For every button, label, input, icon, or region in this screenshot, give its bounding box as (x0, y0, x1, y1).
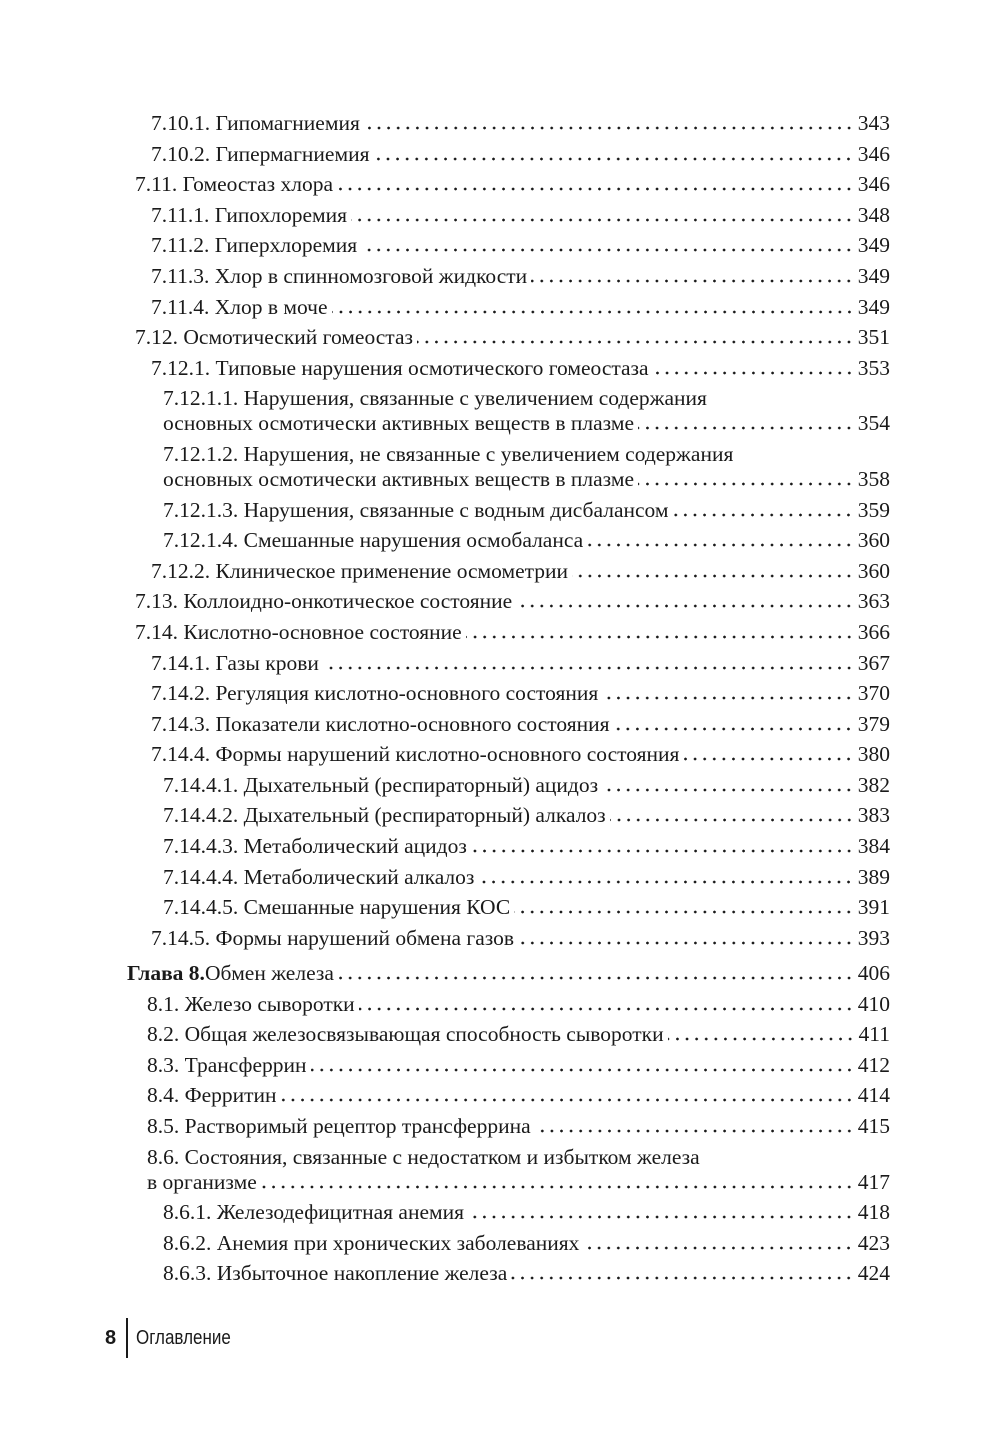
footer-divider (126, 1318, 128, 1358)
dot-leader (359, 1007, 854, 1011)
toc-page-number: 391 (857, 895, 890, 920)
toc-page-number: 366 (857, 619, 890, 644)
toc-entry-line (135, 586, 1000, 617)
toc-entry-title: 7.12.1.4. Смешанные нарушения осмобаланса (163, 528, 584, 553)
dot-leader (417, 340, 854, 344)
toc-entry-title: 7.12.1.3. Нарушения, связанные с водным дисбалансом (163, 497, 669, 522)
toc-page-number: 358 (857, 466, 890, 491)
toc-page-number: 349 (857, 294, 890, 319)
toc-page-number: 360 (857, 558, 890, 583)
chapter-label: Глава 8. (127, 960, 205, 985)
toc-entry[interactable] (0, 989, 1000, 1020)
toc-entry-line (163, 862, 1000, 893)
toc-entry[interactable] (0, 800, 1000, 831)
toc-entry-line (163, 408, 1000, 439)
toc-entry-title: 7.11.1. Гипохлоремия (151, 202, 348, 227)
toc-chapter-entry[interactable] (0, 958, 1000, 989)
toc-entry-line (151, 230, 1000, 261)
toc-entry[interactable] (0, 556, 1000, 587)
toc-entry-line (151, 678, 1000, 709)
page-footer (105, 1318, 248, 1358)
toc-entry[interactable] (0, 648, 1000, 679)
toc-entry-title: 7.11.3. Хлор в спинномозговой жидкости (151, 263, 528, 288)
dot-leader (468, 1215, 854, 1219)
toc-entry-title: 7.14.1. Газы крови (151, 650, 319, 675)
toc-entry-title: 7.12.1.2. Нарушения, не связанные с увеличением содержания (163, 441, 734, 466)
toc-entry[interactable] (0, 586, 1000, 617)
toc-page-number: 351 (857, 325, 890, 350)
dot-leader (638, 482, 854, 486)
toc-entry[interactable] (0, 709, 1000, 740)
dot-leader (535, 1129, 854, 1133)
toc-entry-title: Обмен железа (204, 960, 334, 985)
dot-leader (361, 248, 854, 252)
toc-page-number: 393 (857, 925, 890, 950)
toc-entry-line (147, 1019, 1000, 1050)
toc-entry-line (163, 1228, 1000, 1259)
dot-leader (668, 1037, 855, 1041)
toc-entry-title: 8.4. Ферритин (147, 1083, 277, 1108)
toc-entry-title: 7.10.1. Гипомагниемия (151, 111, 360, 135)
toc-entry[interactable] (0, 1228, 1000, 1259)
toc-entry[interactable] (0, 230, 1000, 261)
dot-leader (478, 880, 853, 884)
toc-entry-title: 7.14.3. Показатели кислотно-основного состояния (151, 711, 610, 736)
toc-page-number: 417 (857, 1169, 890, 1194)
toc-page-number: 370 (857, 681, 890, 706)
toc-entry[interactable] (0, 1050, 1000, 1081)
toc-entry-title: 7.11.4. Хлор в моче (151, 294, 328, 319)
toc-entry-title: в организме (147, 1169, 257, 1194)
toc-entry-line (147, 1142, 1000, 1167)
toc-entry-line (127, 958, 1000, 989)
toc-entry[interactable] (0, 525, 1000, 556)
toc-entry-title: 7.10.2. Гипермагниемия (151, 141, 370, 166)
toc-entry[interactable] (0, 739, 1000, 770)
toc-entry-title: 7.14.4.4. Метаболический алкалоз (163, 864, 475, 889)
toc-entry[interactable] (0, 495, 1000, 526)
toc-entry-title: 7.12.2. Клиническое применение осмометрии (151, 558, 569, 583)
toc-entry-line (163, 439, 1000, 464)
toc-entry-title: основных осмотически активных веществ в плазме (163, 466, 635, 491)
dot-leader (351, 218, 854, 222)
dot-leader (471, 849, 854, 853)
dot-leader (531, 279, 854, 283)
dot-leader (653, 371, 854, 375)
toc-entry[interactable] (0, 439, 1000, 495)
toc-page-number: 343 (857, 111, 890, 135)
toc-entry-line (163, 495, 1000, 526)
toc-entry[interactable] (0, 678, 1000, 709)
table-of-contents (0, 108, 1000, 1289)
toc-entry[interactable] (0, 200, 1000, 231)
toc-entry-title: 7.14. Кислотно-основное состояние (135, 619, 462, 644)
toc-entry-line (163, 770, 1000, 801)
page-number: 8 (105, 1326, 117, 1349)
dot-leader (683, 757, 853, 761)
toc-page-number: 367 (857, 650, 890, 675)
toc-entry[interactable] (0, 1142, 1000, 1198)
toc-entry-line (151, 353, 1000, 384)
toc-page-number: 354 (857, 411, 890, 436)
toc-entry-line (163, 831, 1000, 862)
dot-leader (518, 941, 854, 945)
toc-entry-title: 8.6.3. Избыточное накопление железа (163, 1261, 508, 1286)
toc-entry-title: основных осмотически активных веществ в плазме (163, 411, 635, 436)
toc-entry-line (135, 617, 1000, 648)
toc-page-number: 389 (857, 864, 890, 889)
toc-entry[interactable] (0, 108, 1000, 139)
dot-leader (602, 696, 854, 700)
toc-page-number: 418 (857, 1200, 890, 1225)
toc-entry-line (147, 989, 1000, 1020)
dot-leader (587, 543, 854, 547)
toc-entry-title: 7.14.5. Формы нарушений обмена газов (151, 925, 515, 950)
toc-entry-title: 8.6.1. Железодефицитная анемия (163, 1200, 464, 1225)
dot-leader (466, 635, 854, 639)
toc-entry[interactable] (0, 1080, 1000, 1111)
toc-entry[interactable] (0, 1019, 1000, 1050)
dot-leader (514, 910, 854, 914)
toc-entry-line (151, 709, 1000, 740)
toc-page-number: 349 (857, 233, 890, 258)
toc-page-number: 424 (857, 1261, 890, 1286)
toc-page-number: 348 (857, 202, 890, 227)
dot-leader (516, 604, 854, 608)
toc-page-number: 411 (858, 1022, 890, 1047)
toc-page-number: 380 (857, 742, 890, 767)
dot-leader (281, 1098, 854, 1102)
toc-entry[interactable] (0, 831, 1000, 862)
dot-leader (583, 1246, 853, 1250)
dot-leader (364, 126, 854, 130)
toc-page-number: 349 (857, 263, 890, 288)
toc-entry-line (135, 322, 1000, 353)
toc-entry-line (151, 139, 1000, 170)
toc-page-number: 406 (857, 960, 890, 985)
toc-page-number: 363 (857, 589, 890, 614)
toc-page-number: 415 (857, 1113, 890, 1138)
toc-entry-title: 7.14.4. Формы нарушений кислотно-основного состояния (151, 742, 680, 767)
toc-entry[interactable] (0, 1197, 1000, 1228)
dot-leader (332, 310, 854, 314)
toc-entry-title: 7.14.4.1. Дыхательный (респираторный) ацидоз (163, 772, 599, 797)
dot-leader (638, 426, 854, 430)
toc-entry[interactable] (0, 292, 1000, 323)
toc-entry-title: 8.6.2. Анемия при хронических заболеваниях (163, 1230, 580, 1255)
toc-page-number: 423 (857, 1230, 890, 1255)
toc-page-number: 384 (857, 834, 890, 859)
toc-entry-line (147, 1111, 1000, 1142)
toc-entry-line (147, 1080, 1000, 1111)
dot-leader (602, 788, 854, 792)
toc-page-number: 346 (857, 141, 890, 166)
toc-page-number: 346 (857, 172, 890, 197)
toc-page-number: 353 (857, 355, 890, 380)
toc-entry-title: 8.1. Железо сыворотки (147, 991, 355, 1016)
toc-page-number: 410 (857, 991, 890, 1016)
toc-entry-line (151, 261, 1000, 292)
toc-page-number: 359 (857, 497, 890, 522)
toc-page-number: 382 (857, 772, 890, 797)
dot-leader (373, 157, 853, 161)
toc-entry-title: 7.12. Осмотический гомеостаз (135, 325, 413, 350)
toc-entry-title: 8.2. Общая железосвязывающая способность сыворотки (147, 1022, 664, 1047)
toc-entry[interactable] (0, 353, 1000, 384)
toc-page-number: 412 (857, 1052, 890, 1077)
running-title: Оглавление (136, 1326, 231, 1349)
toc-entry-title: 7.12.1.1. Нарушения, связанные с увеличением содержания (163, 386, 707, 411)
toc-entry[interactable] (0, 1258, 1000, 1289)
toc-entry[interactable] (0, 892, 1000, 923)
toc-entry-title: 7.11. Гомеостаз хлора (135, 172, 334, 197)
dot-leader (613, 727, 853, 731)
toc-entry[interactable] (0, 139, 1000, 170)
dot-leader (261, 1185, 854, 1189)
toc-entry-title: 7.13. Коллоидно-онкотическое состояние (135, 589, 513, 614)
toc-entry-line (147, 1050, 1000, 1081)
toc-entry[interactable] (0, 862, 1000, 893)
dot-leader (610, 818, 854, 822)
dot-leader (572, 574, 854, 578)
dot-leader (338, 976, 854, 980)
toc-page-number: 383 (857, 803, 890, 828)
toc-entry[interactable] (0, 617, 1000, 648)
dot-leader (337, 187, 854, 191)
toc-entry-line (151, 292, 1000, 323)
toc-page-number: 379 (857, 711, 890, 736)
toc-entry-line (163, 800, 1000, 831)
toc-entry-line (151, 739, 1000, 770)
toc-entry-line (163, 1197, 1000, 1228)
toc-entry-line (163, 525, 1000, 556)
toc-entry-title: 8.5. Растворимый рецептор трансферрина (147, 1113, 531, 1138)
toc-entry[interactable] (0, 923, 1000, 954)
toc-entry-line (163, 464, 1000, 495)
toc-entry-title: 7.14.2. Регуляция кислотно-основного состояния (151, 681, 599, 706)
dot-leader (511, 1276, 853, 1280)
toc-entry-line (151, 200, 1000, 231)
toc-entry-title: 7.14.4.5. Смешанные нарушения КОС (163, 895, 511, 920)
toc-entry-line (151, 556, 1000, 587)
dot-leader (323, 666, 854, 670)
toc-entry-title: 7.14.4.3. Метаболический ацидоз (163, 834, 467, 859)
toc-entry-title: 7.11.2. Гиперхлоремия (151, 233, 358, 258)
toc-entry-line (163, 383, 1000, 411)
toc-entry[interactable] (0, 770, 1000, 801)
toc-entry-line (163, 892, 1000, 923)
toc-page-number: 414 (857, 1083, 890, 1108)
toc-entry-line (151, 923, 1000, 954)
toc-page-number: 360 (857, 528, 890, 553)
toc-entry-title: 8.6. Состояния, связанные с недостатком и избытком железа (147, 1144, 700, 1169)
toc-entry-line (135, 169, 1000, 200)
toc-entry[interactable] (0, 169, 1000, 200)
toc-entry[interactable] (0, 1111, 1000, 1142)
dot-leader (672, 513, 853, 517)
toc-entry-line (151, 648, 1000, 679)
dot-leader (311, 1068, 854, 1072)
toc-entry[interactable] (0, 261, 1000, 292)
toc-entry-title: 7.14.4.2. Дыхательный (респираторный) алкалоз (163, 803, 606, 828)
toc-entry-line (151, 108, 1000, 139)
toc-entry-title: 8.3. Трансферрин (147, 1052, 307, 1077)
toc-entry-title: 7.12.1. Типовые нарушения осмотического гомеостаза (151, 355, 649, 380)
toc-entry[interactable] (0, 383, 1000, 439)
toc-entry[interactable] (0, 322, 1000, 353)
toc-entry-line (163, 1258, 1000, 1289)
